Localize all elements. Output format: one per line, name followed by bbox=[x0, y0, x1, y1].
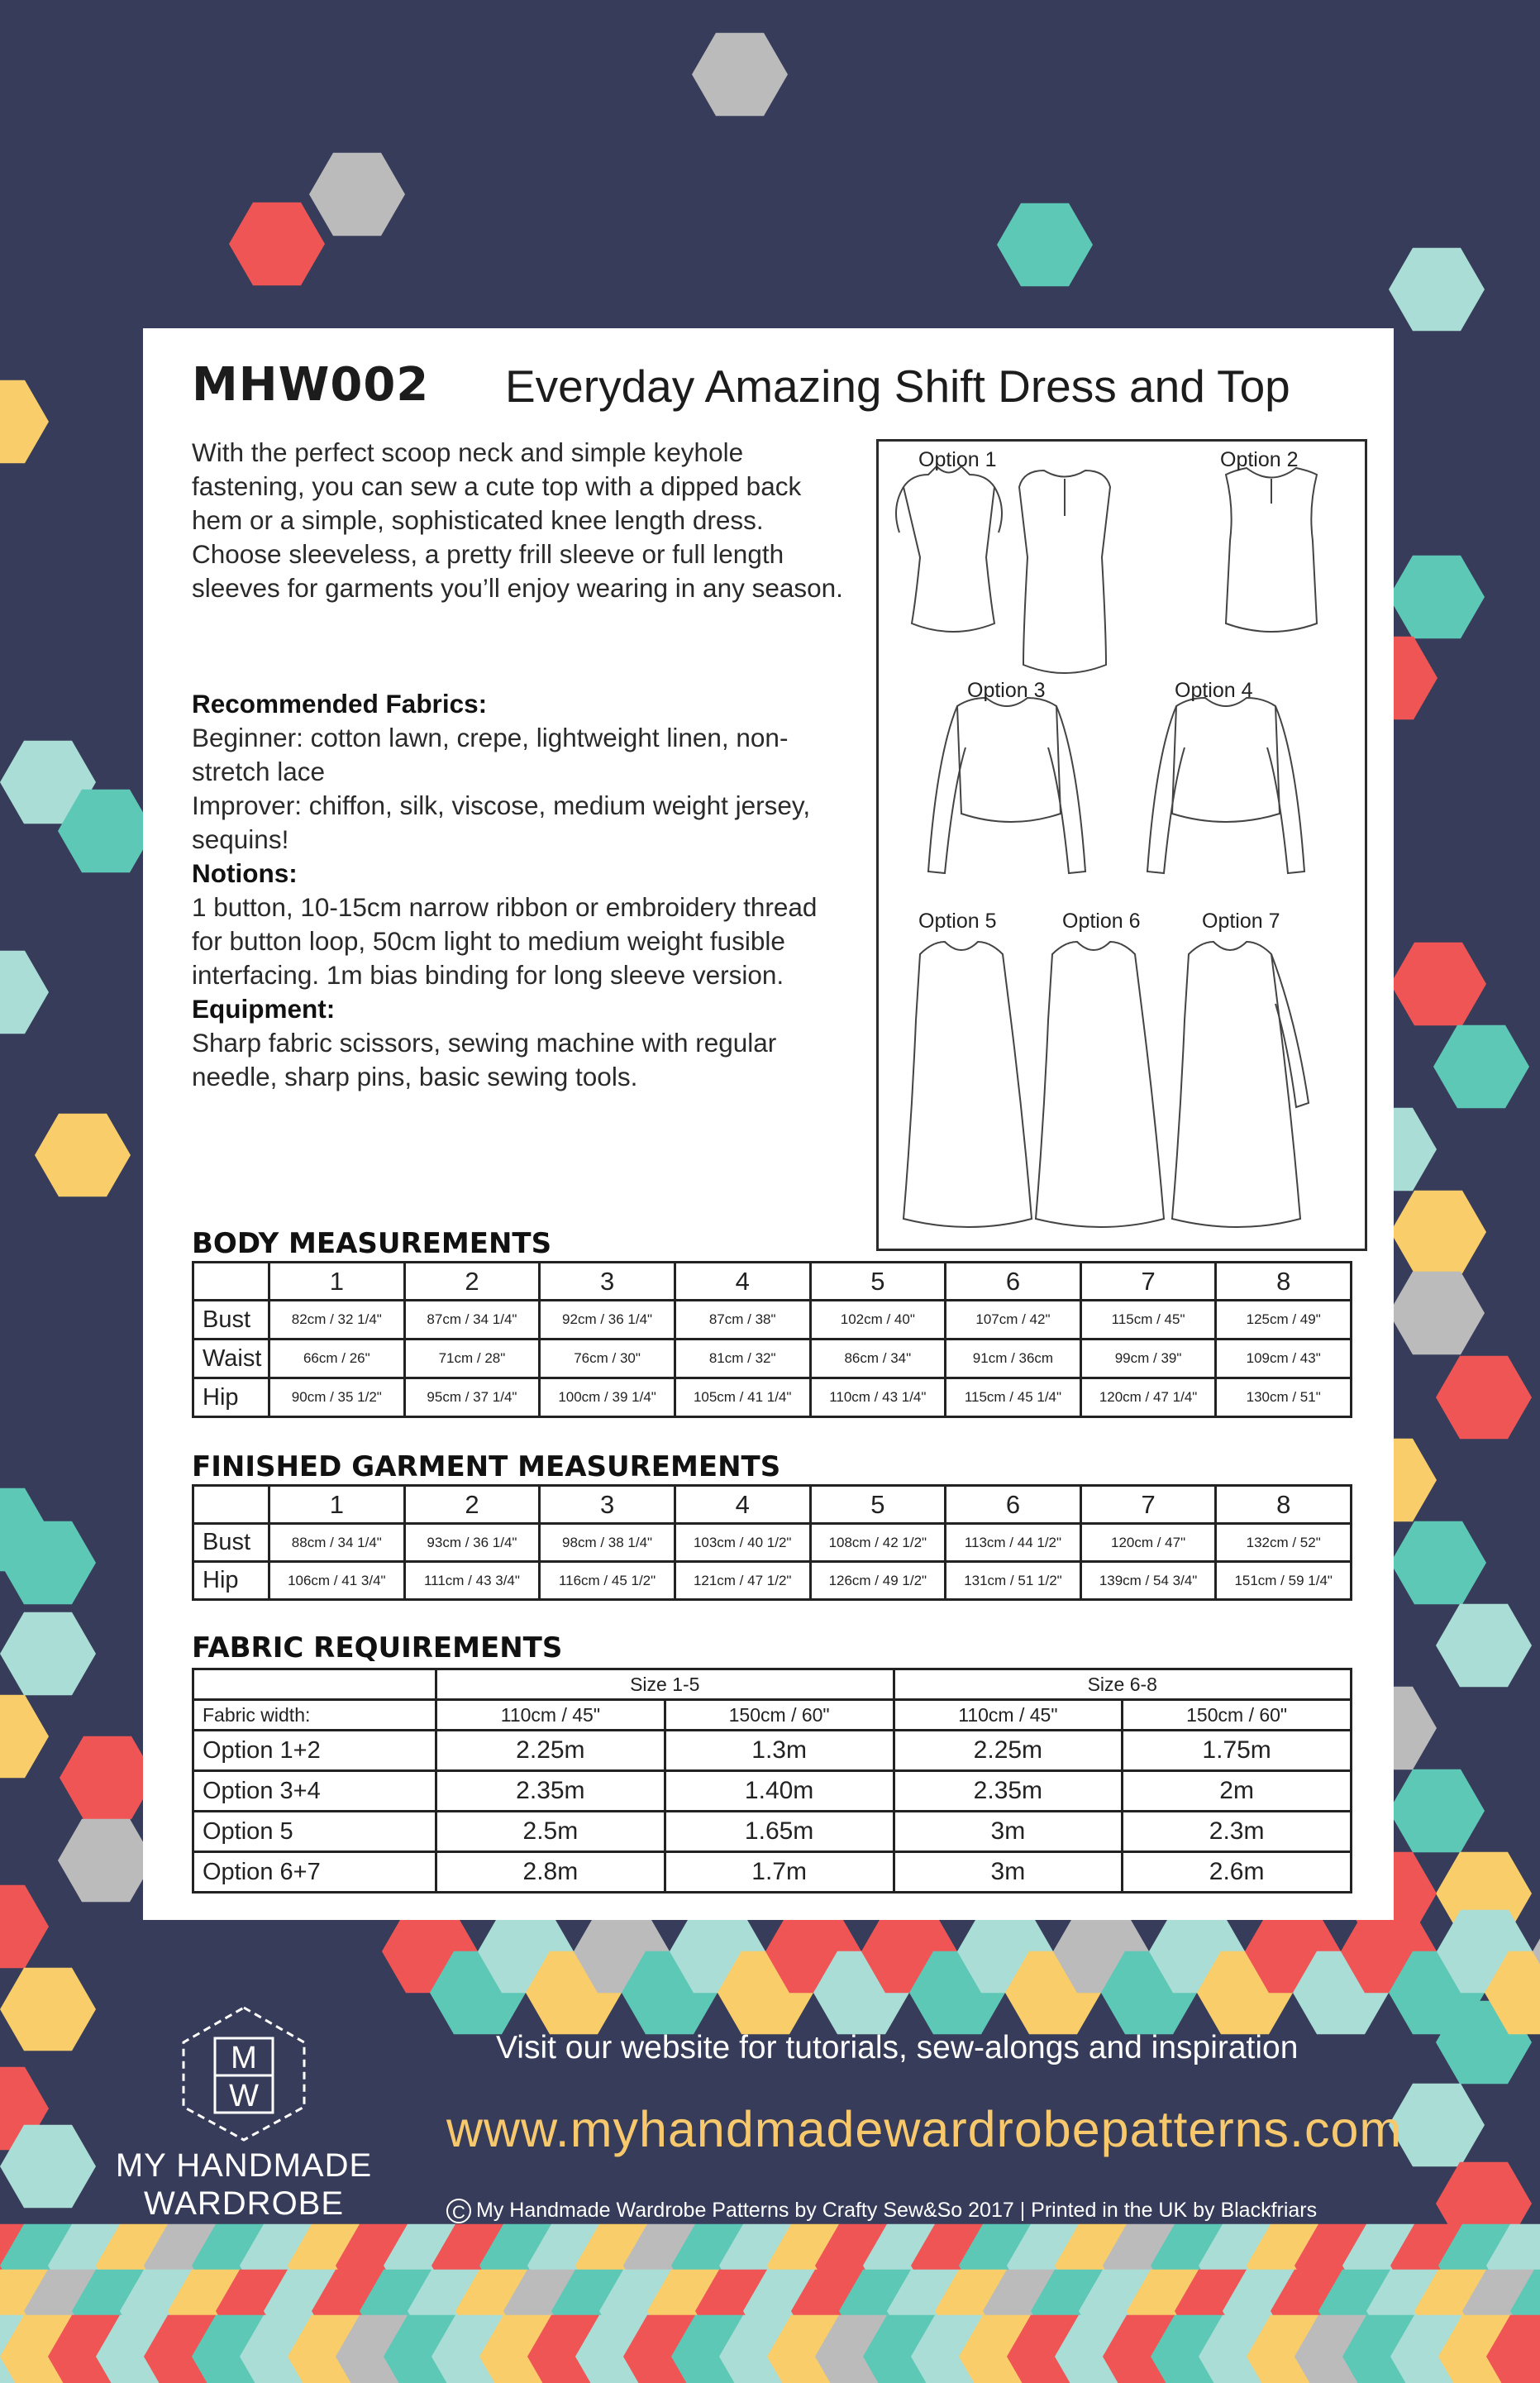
fabric-amount-cell: 2.6m bbox=[1123, 1852, 1352, 1893]
notions-heading: Notions: bbox=[192, 858, 298, 888]
fabric-width-cell: 150cm / 60" bbox=[1123, 1700, 1352, 1731]
fabric-amount-cell: 2.5m bbox=[436, 1812, 665, 1852]
size-group-header: Size 6-8 bbox=[894, 1669, 1352, 1700]
measurement-cell: 131cm / 51 1/2" bbox=[946, 1562, 1081, 1600]
measurement-cell: 126cm / 49 1/2" bbox=[810, 1562, 946, 1600]
fabrics-beginner: Beginner: cotton lawn, crepe, lightweight linen, non-stretch lace bbox=[192, 723, 789, 786]
size-header: 2 bbox=[404, 1486, 540, 1524]
table-row bbox=[193, 1524, 1352, 1562]
finished-measurements-table bbox=[192, 1484, 1352, 1601]
measurement-cell: 107cm / 42" bbox=[946, 1301, 1081, 1340]
measurement-cell: 125cm / 49" bbox=[1216, 1301, 1352, 1340]
table-row bbox=[193, 1340, 1352, 1378]
background-hexagon bbox=[1390, 1191, 1486, 1273]
measurement-cell: 132cm / 52" bbox=[1216, 1524, 1352, 1562]
background-hexagon bbox=[0, 1968, 96, 2051]
intro-text: With the perfect scoop neck and simple keyhole fastening, you can sew a cute top with a dipped back hem or a simple, sophisticated knee length dress. Choose sleeveless, a pretty frill sleeve or full length sleeves for garments you’ll enjoy wearing in any season. bbox=[192, 437, 843, 603]
option-2-top-drawing bbox=[1226, 468, 1317, 632]
visit-tagline: Visit our website for tutorials, sew-alongs and inspiration bbox=[496, 2030, 1299, 2065]
size-header: 5 bbox=[810, 1486, 946, 1524]
fabric-amount-cell: 1.7m bbox=[665, 1852, 894, 1893]
measurement-cell: 105cm / 41 1/4" bbox=[675, 1378, 810, 1417]
table-row bbox=[193, 1812, 1352, 1852]
fabric-amount-cell: 2m bbox=[1123, 1771, 1352, 1812]
finished-measurements-heading: FINISHED GARMENT MEASUREMENTS bbox=[192, 1450, 781, 1483]
background-hexagon bbox=[35, 1114, 131, 1196]
measurement-cell: 116cm / 45 1/2" bbox=[540, 1562, 675, 1600]
garment-illustrations bbox=[876, 439, 1367, 1251]
measurement-cell: 103cm / 40 1/2" bbox=[675, 1524, 810, 1562]
option-label: Option 6 bbox=[1062, 910, 1141, 933]
size-header: 7 bbox=[1080, 1486, 1216, 1524]
fabric-amount-cell: 2.3m bbox=[1123, 1812, 1352, 1852]
background-hexagon bbox=[0, 380, 49, 463]
copyright-line bbox=[446, 2199, 1317, 2223]
fabric-amount-cell: 2.8m bbox=[436, 1852, 665, 1893]
fabric-amount-cell: 1.3m bbox=[665, 1731, 894, 1771]
measurement-cell: 86cm / 34" bbox=[810, 1340, 946, 1378]
row-label: Option 1+2 bbox=[193, 1731, 436, 1771]
fabric-width-label: Fabric width: bbox=[193, 1700, 436, 1731]
option-label: Option 5 bbox=[918, 910, 997, 933]
size-header: 1 bbox=[269, 1486, 405, 1524]
background-hexagon bbox=[58, 1819, 154, 1902]
fabric-amount-cell: 1.65m bbox=[665, 1812, 894, 1852]
background-hexagon bbox=[1436, 1356, 1532, 1439]
website-link[interactable]: www.myhandmadewardrobepatterns.com bbox=[446, 2101, 1403, 2157]
fabrics-improver: Improver: chiffon, silk, viscose, medium weight jersey, sequins! bbox=[192, 790, 811, 854]
option-5-dress-drawing bbox=[903, 942, 1032, 1227]
fabric-width-cell: 150cm / 60" bbox=[665, 1700, 894, 1731]
background-hexagon bbox=[997, 203, 1093, 286]
measurement-cell: 91cm / 36cm bbox=[946, 1340, 1081, 1378]
table-row bbox=[193, 1378, 1352, 1417]
row-label: Option 6+7 bbox=[193, 1852, 436, 1893]
measurement-cell: 115cm / 45" bbox=[1080, 1301, 1216, 1340]
background-hexagon bbox=[60, 1736, 155, 1819]
fabric-amount-cell: 2.25m bbox=[894, 1731, 1123, 1771]
option-label: Option 7 bbox=[1202, 910, 1280, 933]
measurement-cell: 93cm / 36 1/4" bbox=[404, 1524, 540, 1562]
option-label: Option 4 bbox=[1175, 679, 1253, 702]
measurement-cell: 121cm / 47 1/2" bbox=[675, 1562, 810, 1600]
row-label: Option 5 bbox=[193, 1812, 436, 1852]
measurement-cell: 130cm / 51" bbox=[1216, 1378, 1352, 1417]
notions-text: 1 button, 10-15cm narrow ribbon or embroidery thread for button loop, 50cm light to medium weight fusible interfacing. 1m bias binding for long sleeve version. bbox=[192, 892, 818, 990]
option-label: Option 3 bbox=[967, 679, 1046, 702]
option-3-top-drawing bbox=[928, 698, 1085, 873]
measurement-cell: 76cm / 30" bbox=[540, 1340, 675, 1378]
fabric-amount-cell: 2.35m bbox=[436, 1771, 665, 1812]
equipment-heading: Equipment: bbox=[192, 994, 336, 1024]
fabric-width-cell: 110cm / 45" bbox=[894, 1700, 1123, 1731]
measurement-cell: 102cm / 40" bbox=[810, 1301, 946, 1340]
option-label: Option 2 bbox=[1220, 448, 1299, 471]
size-header: 5 bbox=[810, 1263, 946, 1301]
measurement-cell: 113cm / 44 1/2" bbox=[946, 1524, 1081, 1562]
table-row bbox=[193, 1771, 1352, 1812]
copyright-icon: C bbox=[446, 2199, 471, 2223]
background-hexagon bbox=[1389, 2084, 1485, 2166]
measurement-cell: 120cm / 47 1/4" bbox=[1080, 1378, 1216, 1417]
pattern-code: MHW002 bbox=[192, 358, 430, 412]
table-row bbox=[193, 1301, 1352, 1340]
measurement-cell: 71cm / 28" bbox=[404, 1340, 540, 1378]
option-7-dress-drawing bbox=[1172, 942, 1309, 1227]
background-hexagon bbox=[1390, 1521, 1486, 1604]
table-row bbox=[193, 1852, 1352, 1893]
size-header: 3 bbox=[540, 1263, 675, 1301]
pattern-title: Everyday Amazing Shift Dress and Top bbox=[505, 361, 1290, 412]
measurement-cell: 87cm / 34 1/4" bbox=[404, 1301, 540, 1340]
table-corner bbox=[193, 1263, 269, 1301]
measurement-cell: 88cm / 34 1/4" bbox=[269, 1524, 405, 1562]
fabrics-heading: Recommended Fabrics: bbox=[192, 689, 488, 719]
measurement-cell: 108cm / 42 1/2" bbox=[810, 1524, 946, 1562]
measurement-cell: 110cm / 43 1/4" bbox=[810, 1378, 946, 1417]
measurement-cell: 82cm / 32 1/4" bbox=[269, 1301, 405, 1340]
measurement-cell: 66cm / 26" bbox=[269, 1340, 405, 1378]
brand-line-1: MY HANDMADE bbox=[115, 2147, 373, 2184]
measurement-cell: 98cm / 38 1/4" bbox=[540, 1524, 675, 1562]
measurement-cell: 106cm / 41 3/4" bbox=[269, 1562, 405, 1600]
background-hexagon bbox=[309, 153, 405, 236]
row-label: Bust bbox=[193, 1301, 269, 1340]
measurement-cell: 115cm / 45 1/4" bbox=[946, 1378, 1081, 1417]
size-header: 6 bbox=[946, 1486, 1081, 1524]
copyright-text: My Handmade Wardrobe Patterns by Crafty Sew&So 2017 | Printed in the UK by Blackfriars bbox=[476, 2199, 1318, 2222]
background-hexagon bbox=[692, 33, 788, 116]
body-measurements-table bbox=[192, 1261, 1352, 1418]
background-hexagon bbox=[0, 1612, 96, 1695]
background-hexagon bbox=[1389, 248, 1485, 331]
background-hexagon bbox=[229, 203, 325, 285]
specs-block bbox=[192, 687, 853, 1094]
equipment-text: Sharp fabric scissors, sewing machine with regular needle, sharp pins, basic sewing tools. bbox=[192, 1028, 777, 1091]
size-header: 6 bbox=[946, 1263, 1081, 1301]
background-hexagon bbox=[1389, 1272, 1485, 1354]
background-hexagon bbox=[1433, 1025, 1529, 1108]
measurement-cell: 109cm / 43" bbox=[1216, 1340, 1352, 1378]
size-group-header: Size 1-5 bbox=[436, 1669, 894, 1700]
background-hexagon bbox=[1436, 1604, 1532, 1687]
option-1-top-drawing bbox=[896, 466, 1002, 632]
table-corner bbox=[193, 1486, 269, 1524]
logo-letter-w: W bbox=[229, 2079, 259, 2113]
option-6-dress-drawing bbox=[1036, 942, 1164, 1227]
row-label: Option 3+4 bbox=[193, 1771, 436, 1812]
size-header: 1 bbox=[269, 1263, 405, 1301]
background-hexagon bbox=[1389, 556, 1485, 638]
row-label: Waist bbox=[193, 1340, 269, 1378]
measurement-cell: 87cm / 38" bbox=[675, 1301, 810, 1340]
background-hexagon bbox=[0, 951, 49, 1034]
measurement-cell: 81cm / 32" bbox=[675, 1340, 810, 1378]
size-header: 3 bbox=[540, 1486, 675, 1524]
measurement-cell: 139cm / 54 3/4" bbox=[1080, 1562, 1216, 1600]
brand-logo bbox=[107, 2001, 380, 2146]
fabric-requirements-heading: FABRIC REQUIREMENTS bbox=[192, 1631, 563, 1664]
background-hexagon bbox=[0, 1885, 49, 1968]
row-label: Hip bbox=[193, 1562, 269, 1600]
background-hexagon bbox=[1389, 1769, 1485, 1852]
fabric-amount-cell: 1.40m bbox=[665, 1771, 894, 1812]
fabric-amount-cell: 2.35m bbox=[894, 1771, 1123, 1812]
measurement-cell: 151cm / 59 1/4" bbox=[1216, 1562, 1352, 1600]
option-4-top-drawing bbox=[1147, 698, 1304, 873]
measurement-cell: 100cm / 39 1/4" bbox=[540, 1378, 675, 1417]
measurement-cell: 92cm / 36 1/4" bbox=[540, 1301, 675, 1340]
pattern-card bbox=[143, 328, 1394, 1920]
table-corner bbox=[193, 1669, 436, 1700]
size-header: 8 bbox=[1216, 1486, 1352, 1524]
row-label: Hip bbox=[193, 1378, 269, 1417]
measurement-cell: 111cm / 43 3/4" bbox=[404, 1562, 540, 1600]
measurement-cell: 90cm / 35 1/2" bbox=[269, 1378, 405, 1417]
table-row bbox=[193, 1731, 1352, 1771]
option-label: Option 1 bbox=[918, 448, 997, 471]
logo-letter-m: M bbox=[231, 2041, 257, 2075]
size-header: 2 bbox=[404, 1263, 540, 1301]
body-measurements-heading: BODY MEASUREMENTS bbox=[192, 1227, 552, 1260]
fabric-requirements-table bbox=[192, 1668, 1352, 1894]
measurement-cell: 99cm / 39" bbox=[1080, 1340, 1216, 1378]
fabric-amount-cell: 3m bbox=[894, 1852, 1123, 1893]
brand-line-2: WARDROBE bbox=[143, 2185, 345, 2222]
table-row bbox=[193, 1562, 1352, 1600]
background-hexagon bbox=[0, 1695, 49, 1778]
fabric-amount-cell: 1.75m bbox=[1123, 1731, 1352, 1771]
fabric-amount-cell: 2.25m bbox=[436, 1731, 665, 1771]
back-view-drawing bbox=[1019, 470, 1110, 673]
background-hexagon bbox=[1390, 943, 1486, 1025]
size-header: 4 bbox=[675, 1263, 810, 1301]
fabric-width-cell: 110cm / 45" bbox=[436, 1700, 665, 1731]
fabric-amount-cell: 3m bbox=[894, 1812, 1123, 1852]
measurement-cell: 95cm / 37 1/4" bbox=[404, 1378, 540, 1417]
size-header: 8 bbox=[1216, 1263, 1352, 1301]
size-header: 4 bbox=[675, 1486, 810, 1524]
size-header: 7 bbox=[1080, 1263, 1216, 1301]
measurement-cell: 120cm / 47" bbox=[1080, 1524, 1216, 1562]
brand-name bbox=[107, 2147, 380, 2223]
row-label: Bust bbox=[193, 1524, 269, 1562]
